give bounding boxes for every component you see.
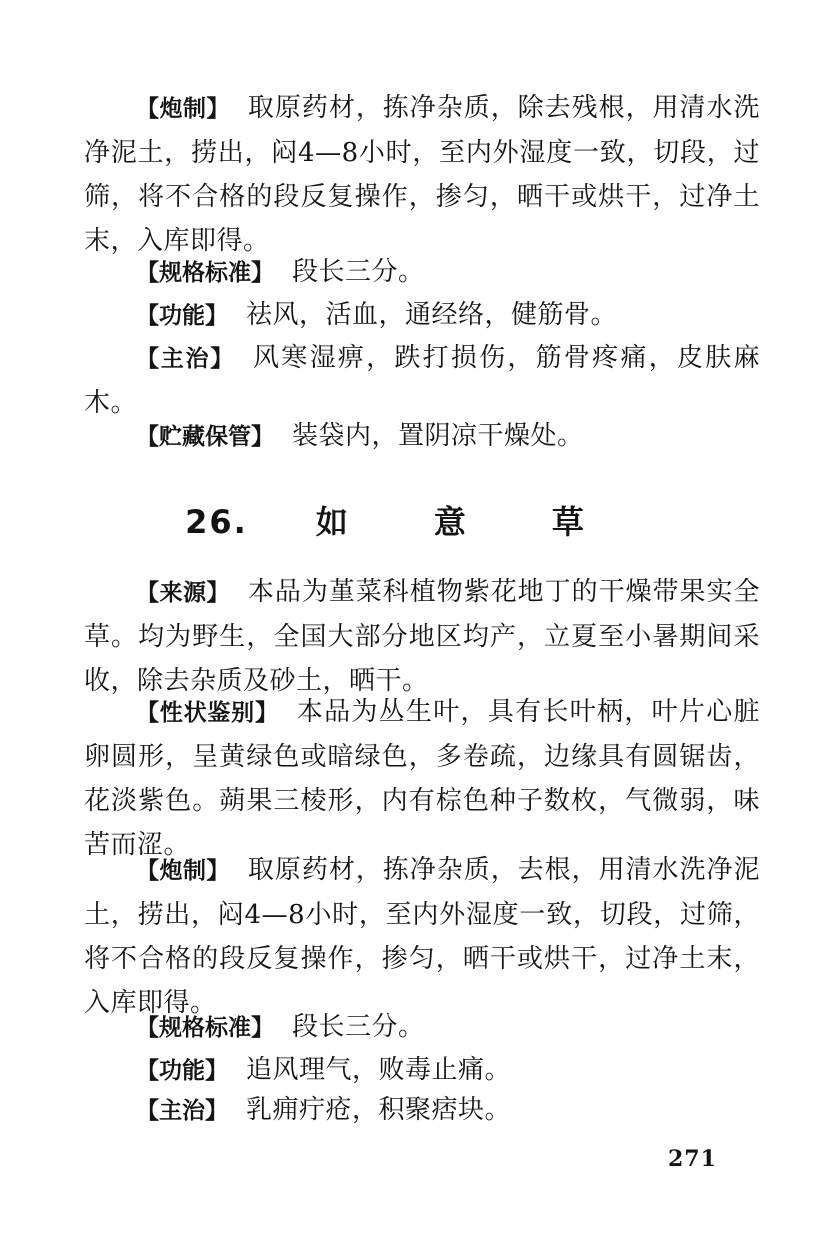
- entry-title-char: 如: [315, 503, 350, 541]
- entry-specification-paragraph: [84, 1005, 760, 1050]
- entry-indication-paragraph: [84, 1088, 760, 1133]
- specification-label: 【规格标准】: [136, 260, 274, 286]
- identification-label: 【性状鉴别】: [136, 700, 279, 726]
- page-number: 271: [668, 1146, 717, 1172]
- entry-title-char: 草: [551, 503, 586, 541]
- entry-specification-label: 【规格标准】: [136, 1015, 274, 1041]
- source-label: 【来源】: [136, 580, 230, 606]
- identification-text: 本品为丛生叶，具有长叶柄，叶片心脏卵圆形，呈黄绿色或暗绿色，多卷疏，边缘具有圆锯齿，花淡紫色。蒴果三棱形，内有棕色种子数枚，气微弱，味苦而涩。: [84, 697, 760, 860]
- entry-indication-text: 乳痈疔疮，积聚痞块。: [246, 1095, 512, 1125]
- identification-paragraph: [84, 690, 760, 867]
- entry-title: [0, 492, 813, 552]
- entry-processing-paragraph: [84, 848, 760, 1025]
- indication-label: 【主治】: [136, 346, 236, 372]
- entry-number: 26.: [185, 503, 248, 541]
- entry-indication-label: 【主治】: [136, 1098, 228, 1124]
- function-paragraph: [84, 293, 760, 338]
- indication-paragraph: [84, 336, 760, 425]
- storage-text: 装袋内，置阴凉干燥处。: [292, 421, 584, 451]
- entry-processing-text: 取原药材，拣净杂质，去根，用清水洗净泥土，捞出，闷4—8小时，至内外湿度一致，切段，过筛，将不合格的段反复操作，掺匀，晒干或烘干，过净土末，入库即得。: [84, 855, 760, 1018]
- entry-specification-text: 段长三分。: [292, 1012, 425, 1042]
- function-label: 【功能】: [136, 303, 228, 329]
- entry-function-text: 追风理气，败毒止痛。: [246, 1055, 512, 1085]
- processing-paragraph: [84, 86, 760, 263]
- indication-text: 风寒湿痹，跌打损伤，筋骨疼痛，皮肤麻木。: [84, 343, 760, 418]
- entry-function-paragraph: [84, 1048, 760, 1093]
- entry-function-label: 【功能】: [136, 1058, 228, 1084]
- processing-text: 取原药材，拣净杂质，除去残根，用清水洗净泥土，捞出，闷4—8小时，至内外湿度一致，切段，过筛，将不合格的段反复操作，掺匀，晒干或烘干，过净土末，入库即得。: [84, 93, 760, 256]
- function-text: 祛风，活血，通经络，健筋骨。: [246, 300, 618, 330]
- source-text: 本品为堇菜科植物紫花地丁的干燥带果实全草。均为野生，全国大部分地区均产，立夏至小暑期间采收，除去杂质及砂土，晒干。: [84, 577, 760, 696]
- specification-paragraph: [84, 250, 760, 295]
- source-paragraph: [84, 570, 760, 703]
- specification-text: 段长三分。: [292, 257, 425, 287]
- storage-label: 【贮藏保管】: [136, 424, 274, 450]
- storage-paragraph: [84, 414, 760, 459]
- entry-title-char: 意: [433, 503, 468, 541]
- processing-label: 【炮制】: [136, 96, 230, 122]
- entry-processing-label: 【炮制】: [136, 858, 230, 884]
